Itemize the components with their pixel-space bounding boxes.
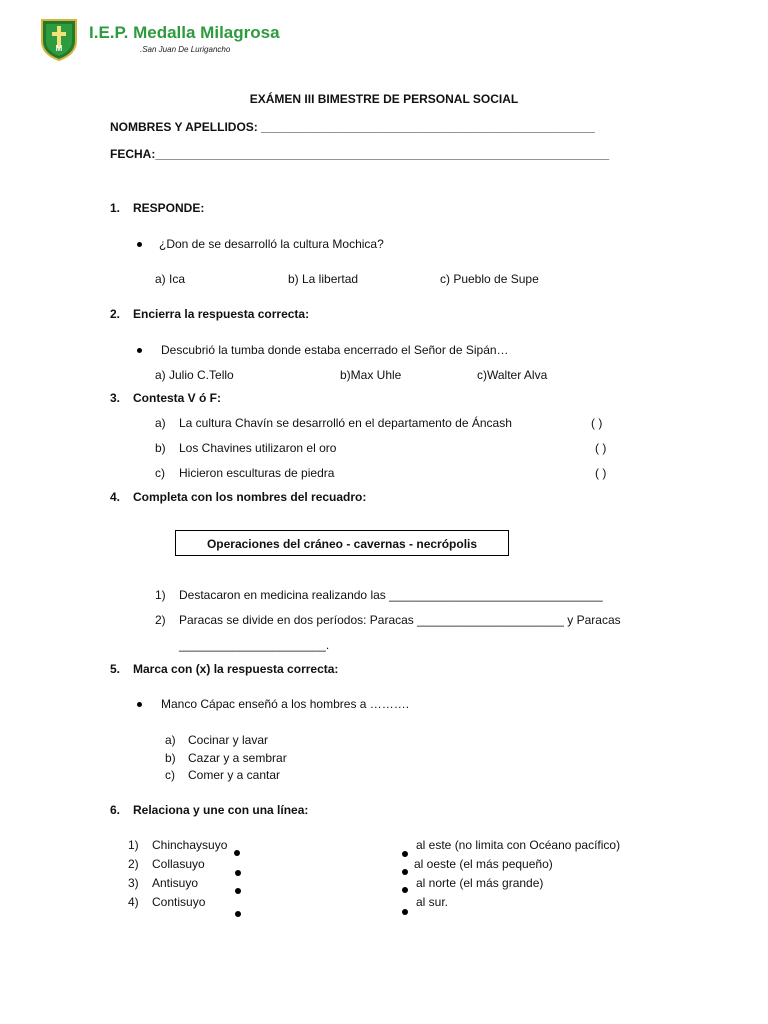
q6-left-number: 3) bbox=[128, 876, 139, 890]
q1-number: 1. bbox=[110, 201, 121, 215]
q6-left-text: Contisuyo bbox=[152, 895, 206, 909]
q4-continuation-blank[interactable]: ______________________. bbox=[179, 638, 330, 652]
word-bank-text: Operaciones del cráneo - cavernas - necrópolis bbox=[206, 537, 478, 551]
q6-number: 6. bbox=[110, 803, 121, 817]
q6-left-number: 1) bbox=[128, 838, 139, 852]
q5-option-text[interactable]: Cocinar y lavar bbox=[188, 733, 269, 747]
q1-bullet bbox=[137, 242, 142, 247]
q3-number: 3. bbox=[110, 391, 121, 405]
q6-left-dot[interactable] bbox=[235, 888, 241, 894]
q2-option-b[interactable]: b)Max Uhle bbox=[340, 368, 402, 382]
q3-heading: Contesta V ó F: bbox=[133, 391, 222, 405]
q5-heading: Marca con (x) la respuesta correcta: bbox=[133, 662, 339, 676]
q4-item-text[interactable]: Destacaron en medicina realizando las ________________________________ bbox=[179, 588, 603, 602]
q1-question: ¿Don de se desarrolló la cultura Mochica? bbox=[159, 237, 384, 251]
q5-option-letter: a) bbox=[165, 733, 176, 747]
q3-item-letter: c) bbox=[155, 466, 165, 480]
q6-right-text: al sur. bbox=[416, 895, 449, 909]
q2-option-a[interactable]: a) Julio C.Tello bbox=[155, 368, 234, 382]
q6-right-dot[interactable] bbox=[402, 909, 408, 915]
q4-item-text[interactable]: Paracas se divide en dos períodos: Paracas ______________________ y Paracas bbox=[179, 613, 621, 627]
q6-right-text: al este (no limita con Océano pacífico) bbox=[416, 838, 621, 852]
q4-item-number: 2) bbox=[155, 613, 166, 627]
q5-number: 5. bbox=[110, 662, 121, 676]
q6-left-text: Antisuyo bbox=[152, 876, 199, 890]
q5-question: Manco Cápac enseñó a los hombres a ………. bbox=[161, 697, 410, 711]
school-shield-logo bbox=[40, 17, 78, 61]
q6-left-dot[interactable] bbox=[235, 870, 241, 876]
q1-option-c[interactable]: c) Pueblo de Supe bbox=[440, 272, 539, 286]
q1-option-a[interactable]: a) Ica bbox=[155, 272, 186, 286]
date-field[interactable]: FECHA:____________________________________________________________________ bbox=[110, 147, 610, 161]
q2-heading: Encierra la respuesta correcta: bbox=[133, 307, 310, 321]
q6-left-text: Collasuyo bbox=[152, 857, 205, 871]
q6-left-text: Chinchaysuyo bbox=[152, 838, 228, 852]
q6-right-dot[interactable] bbox=[402, 851, 408, 857]
q2-bullet bbox=[137, 348, 142, 353]
q5-option-letter: c) bbox=[165, 768, 175, 782]
school-location: .San Juan De Lurigancho bbox=[140, 45, 231, 54]
school-name: I.E.P. Medalla Milagrosa bbox=[89, 23, 280, 42]
q5-option-text[interactable]: Comer y a cantar bbox=[188, 768, 281, 782]
q2-option-c[interactable]: c)Walter Alva bbox=[477, 368, 548, 382]
q2-question: Descubrió la tumba donde estaba encerrado el Señor de Sipán… bbox=[161, 343, 509, 357]
q6-right-dot[interactable] bbox=[402, 869, 408, 875]
q6-right-text: al norte (el más grande) bbox=[416, 876, 544, 890]
q3-item-answer-box[interactable]: ( ) bbox=[591, 416, 603, 430]
q2-number: 2. bbox=[110, 307, 121, 321]
q3-item-letter: a) bbox=[155, 416, 166, 430]
q6-heading: Relaciona y une con una línea: bbox=[133, 803, 309, 817]
q4-number: 4. bbox=[110, 490, 121, 504]
q3-item-text: Hicieron esculturas de piedra bbox=[179, 466, 335, 480]
q4-item-number: 1) bbox=[155, 588, 166, 602]
q3-item-answer-box[interactable]: ( ) bbox=[595, 466, 607, 480]
q5-bullet bbox=[137, 702, 142, 707]
q6-right-text: al oeste (el más pequeño) bbox=[414, 857, 553, 871]
q6-left-number: 4) bbox=[128, 895, 139, 909]
q6-right-dot[interactable] bbox=[402, 887, 408, 893]
q6-left-dot[interactable] bbox=[235, 911, 241, 917]
q3-item-text: La cultura Chavín se desarrolló en el departamento de Áncash bbox=[179, 416, 512, 430]
q5-option-text[interactable]: Cazar y a sembrar bbox=[188, 751, 287, 765]
svg-text:M: M bbox=[55, 44, 63, 53]
q3-item-letter: b) bbox=[155, 441, 166, 455]
q3-item-answer-box[interactable]: ( ) bbox=[595, 441, 607, 455]
word-bank-box bbox=[175, 530, 509, 556]
q5-option-letter: b) bbox=[165, 751, 176, 765]
q1-option-b[interactable]: b) La libertad bbox=[288, 272, 359, 286]
q4-heading: Completa con los nombres del recuadro: bbox=[133, 490, 367, 504]
q6-left-number: 2) bbox=[128, 857, 139, 871]
exam-title: EXÁMEN III BIMESTRE DE PERSONAL SOCIAL bbox=[249, 92, 519, 106]
q6-left-dot[interactable] bbox=[234, 850, 240, 856]
q3-item-text: Los Chavines utilizaron el oro bbox=[179, 441, 337, 455]
q1-heading: RESPONDE: bbox=[133, 201, 205, 215]
name-field[interactable]: NOMBRES Y APELLIDOS: __________________________________________________ bbox=[110, 120, 595, 134]
